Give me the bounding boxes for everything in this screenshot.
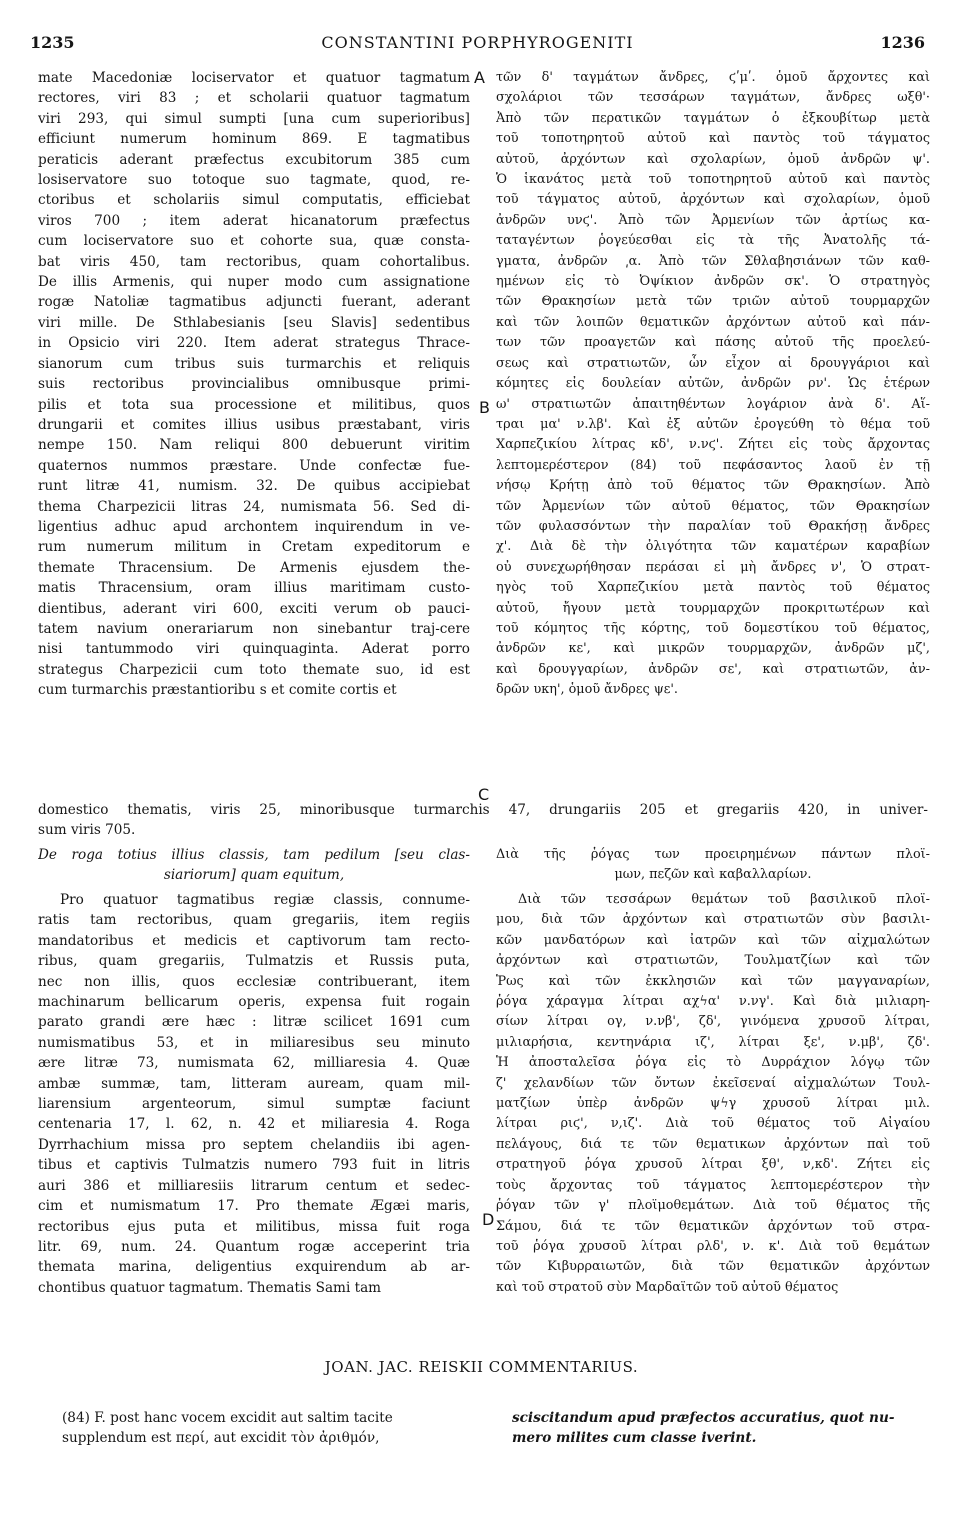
latin-text-line: strategus Charpezicii cum toto themate suo, id est (38, 661, 470, 678)
greek-text-line: Ἀπὸ τῶν περατικῶν ταγμάτων ὁ ἐξκουβίτωρ μετὰ (496, 110, 930, 126)
greek-text-line: καὶ δρουγγαρίων, ἀνδρῶν σε', καὶ στρατιωτῶν, ἀν- (496, 661, 930, 677)
greek-text-line: τῶν φυλασσόντων τὴν παραλίαν τοῦ Θρακήσῃ ἄνδρες (496, 518, 930, 534)
latin-text-line: sianorum cum tribus suis turmarchis et reliquis (38, 355, 470, 372)
latin-text-line: nisi tantummodo viri quinquaginta. Aderat porro (38, 641, 470, 658)
latin-text-line: De illis Armenis, qui nuper modo cum assignatione (38, 274, 470, 291)
greek-text-line: λεπτομερέστερον (84) τοῦ πεφάσαντος λαοῦ ἐν τῇ (496, 457, 930, 473)
greek-section-heading (496, 845, 930, 886)
latin-text-line: centenaria 17, l. 62, n. 42 et miliaresia 4. Roga (38, 1116, 470, 1133)
latin-text-line: parato grandi ære hæc : litræ scilicet 1691 cum (38, 1014, 470, 1031)
greek-text-line: μου, διὰ τῶν ἀρχόντων καὶ στρατιωτῶν σὺν βασιλι- (496, 912, 930, 928)
greek-text-line: ζ' χελανδίων τῶν ὄντων ἐκεῖσεναί αἰχμαλώτων Τουλ- (496, 1075, 930, 1091)
greek-text-line: Χαρπεζικίου λίτρας κδ', ν.νϛ'. Ζήτει εἰς τοὺς ἄρχοντας (496, 437, 930, 453)
latin-text-line: mate Macedoniæ lociservator et quatuor tagmatum (38, 70, 470, 86)
latin-text-line: tatem navium onerariarum non sinebantur traj-cere (38, 620, 470, 637)
latin-text-line: drungarii et comites illius usibus præstabant, viris (38, 416, 470, 433)
greek-text-line: Ὁ ἱκανάτος μετὰ τοῦ τοποτηρητοῦ αὐτοῦ καὶ παντὸς (496, 172, 930, 188)
latin-text-line: viri 293, qui simul sumpti [una cum superioribus] (38, 110, 470, 127)
latin-text-line: ctoribus et scholariis simul computatis, efficiebat (38, 192, 470, 209)
latin-text-line: auri 386 et milliaresiis litrarum centum et sedec- (38, 1177, 470, 1194)
greek-text-line: τοῦ ῥόγα χρυσοῦ λίτραι ρλδ', ν. κ'. Διὰ τοῦ θεμάτων (496, 1238, 930, 1254)
page-header (30, 30, 925, 54)
greek-column-top (496, 68, 930, 701)
latin-text-line: ligentius adhuc apud archontem inquirendum in ve- (38, 518, 470, 535)
latin-column-top (38, 68, 470, 701)
latin-text-line: ratis tam rectoribus, quam gregariis, item regiis (38, 912, 470, 929)
greek-text-line: σίων λίτραι ογ, ν.νβ', ζδ', γινόμενα χρυσοῦ λίτραι, (496, 1014, 930, 1030)
latin-text-line: rogæ Natoliæ tagmatibus adjuncti fuerant, aderant (38, 294, 470, 311)
latin-text-line: liarensium argenteorum, simul sumptæ faciunt (38, 1096, 470, 1113)
latin-text-line: dientibus, aderant viri 600, exciti verum ob pauci- (38, 600, 470, 617)
latin-text-line: cum turmarchis præstantioribu s et comite cortis et (38, 682, 397, 699)
greek-text-line: πελάγους, διά τε τῶν θεματικων ἀρχόντων παὶ τοῦ (496, 1136, 930, 1152)
greek-text-line: ω' στρατιωτῶν ἀπαιτηθέντων λογάριον ἀνὰ δ'. Αἵ- (496, 396, 930, 412)
margin-marker-d: D (482, 1210, 495, 1229)
latin-text-line: losiservatore suo totoque suo tagmate, quod, re- (38, 172, 470, 189)
footnote-line: (84) F. post hanc vocem excidit aut saltim tacite (62, 1410, 393, 1426)
latin-text-line: quaternos nummos præstare. Unde confectæ fue- (38, 457, 470, 474)
latin-text-line: peraticis aderant præfectus excubitorum 385 cum (38, 151, 470, 168)
greek-text-line: τῶν δ' ταγμάτων ἄνδρες, ϛʹμʹ. ὁμοῦ ἄρχοντες καὶ (496, 70, 930, 85)
greek-text-line: Διὰ τῶν τεσσάρων θεμάτων τοῦ βασιλικοῦ πλοϊ- (518, 892, 930, 907)
full-width-text (38, 800, 928, 841)
latin-text-line: nec non illis, quos ecclesiæ contribuerant, item (38, 973, 470, 990)
greek-text-line: ῥόγα χάραγμα λίτραι αχϟα' ν.νγ'. Καὶ διὰ μιλιαρη- (496, 994, 930, 1010)
greek-text-line: κόμητες εἰς δουλείαν αὐτῶν, ἀνδρῶν ρν'. Ὡς ἑτέρων (496, 376, 930, 392)
latin-text-line: bat viris 450, tam rectoribus, quam cohortalibus. (38, 253, 470, 270)
latin-text-line: efficiunt numerum hominum 869. E tagmatibus (38, 131, 470, 148)
greek-text-line: Ῥως καὶ τῶν ἐκκλησιῶν καὶ τῶν μαγγαναρίων, (496, 973, 930, 989)
latin-text-line: Pro quatuor tagmatibus regiæ classis, connume- (60, 892, 470, 908)
latin-text-line: suis rectoribus provincialibus omnibusque primi- (38, 376, 470, 393)
greek-text-line: τοῦ κόμητος τῆς κόρτης, τοῦ δομεστίκου τοῦ θέματος, (496, 620, 930, 636)
latin-text-line: viros 700 ; item aderat hicanatorum præfectus (38, 212, 470, 229)
greek-text-line: αὐτοῦ, ἤγουν μετὰ τουρμαρχῶν προκριτωτέρων καὶ (496, 600, 930, 616)
greek-text-line: καὶ τοῦ στρατοῦ σὺν Μαρδαϊτῶν τοῦ αὐτοῦ θέματος (496, 1279, 839, 1295)
latin-text-line: litr. 69, num. 24. Quantum rogæ acceperint tria (38, 1238, 470, 1255)
greek-text-line: αὐτοῦ, ἀρχόντων καὶ σχολαρίων, ὁμοῦ ἀνδρῶν ψ'. (496, 151, 930, 167)
greek-text-line: ματζίων ὑπὲρ ἀνδρῶν ψϟγ χρυσοῦ λίτραι μιλ. (496, 1096, 930, 1112)
left-page-number: 1235 (30, 32, 75, 52)
latin-heading-line: De roga totius illius classis, tam pedilum [seu clas- (38, 847, 470, 863)
latin-text-line: cim et numismatum 17. Pro themate Ægæi maris, (38, 1198, 470, 1215)
greek-text-line: σεως καὶ στρατιωτῶν, ὧν εἶχον αἱ δρουγγάριοι καὶ (496, 355, 930, 371)
footnote-line: sciscitandum apud præfectos accuratius, quot nu- (512, 1410, 895, 1426)
footnote-left (62, 1408, 482, 1449)
latin-text-line: tibus et captivis Tulmatzis numero 793 fuit in litris (38, 1157, 470, 1174)
latin-text-line: cum lociservatore suo et cohorte sua, quæ consta- (38, 233, 470, 250)
latin-text-line: viri mille. De Sthlabesianis [seu Slavis] sedentibus (38, 314, 470, 331)
greek-text-line: τοῦ τάγματος αὐτοῦ, ἀρχόντων καὶ σχολαρίων, ὁμοῦ (496, 192, 930, 208)
latin-text-line: ribus, quam gregariis, Tulmatzis et Russis puta, (38, 953, 470, 970)
full-width-line: domestico thematis, viris 25, minoribusque turmarchis 47, drungariis 205 et gregariis 420, in univer- (38, 802, 928, 818)
right-page-number: 1236 (880, 32, 925, 52)
latin-text-line: chontibus quatuor tagmatum. Thematis Sami tam (38, 1279, 382, 1296)
greek-text-line: στρατηγοῦ ῥόγα χρυσοῦ λίτραι ξθ', ν,κδ'. Ζήτει εἰς (496, 1157, 930, 1173)
greek-text-line: ἀνδρῶν κε', καὶ μικρῶν τουρμαρχῶν, ἀνδρῶν μζ', (496, 641, 930, 657)
greek-text-line: ταταγέντων ῥογεύεσθαι εἰς τὰ τῆς Ἀνατολῆς τά- (496, 233, 930, 249)
greek-text-line: κῶν μανδατόρων καὶ ἰατρῶν καὶ τῶν αἰχμαλώτων (496, 932, 930, 948)
latin-text-line: rum numerum militum in Cretam expeditorum e (38, 539, 470, 556)
latin-text-line: thema Charpezicii litras 24, numismata 56. Sed di- (38, 498, 470, 515)
latin-column-bottom (38, 890, 470, 1298)
greek-text-line: τῶν Θρακησίων μετὰ τῶν τριῶν αὐτοῦ τουρμαρχῶν (496, 294, 930, 310)
latin-text-line: ambæ summæ, tam, litteram auream, quam mil- (38, 1075, 470, 1092)
greek-text-line: τῶν Ἀρμενίων τῶν αὐτοῦ θέματος, τῶν Θρακησίων (496, 498, 930, 514)
latin-text-line: nempe 150. Nam reliqui 800 debuerunt viritim (38, 437, 470, 454)
greek-text-line: τῶν Κιβυρραιωτῶν, διὰ τῶν θεματικῶν ἀρχόντων (496, 1259, 930, 1275)
greek-text-line: Ἡ ἀποσταλεῖσα ῥόγα εἰς τὸ Δυρράχιον λόγῳ τῶν (496, 1055, 930, 1071)
latin-section-heading (38, 845, 470, 886)
latin-text-line: mandatoribus et medicis et captivorum tam recto- (38, 932, 470, 949)
greek-text-line: Σάμου, διά τε τῶν θεματικῶν ἀρχόντων τοῦ στρα- (496, 1218, 930, 1234)
greek-heading-line: Διὰ τῆς ῥόγας των προειρημένων πάντων πλοϊ- (496, 847, 930, 862)
greek-text-line: γματα, ἀνδρῶν ͵α. Ἀπὸ τῶν Σθλαβησιάνων τῶν καθ- (496, 253, 930, 269)
footnote-right (512, 1408, 932, 1449)
greek-text-line: ηγὸς τοῦ Χαρπεζικίου μετὰ παντὸς τοῦ θέματος (496, 580, 930, 596)
latin-text-line: rectoribus ejus puta et militibus, missa fuit roga (38, 1218, 470, 1235)
greek-text-line: σχολάριοι τῶν τεσσάρων ταγμάτων, ἄνδρες ωξθ'· (496, 90, 930, 106)
greek-text-line: λίτραι ριϛ', ν,ιζ'. Διὰ τοῦ θέματος τοῦ Αἰγαίου (496, 1116, 930, 1132)
latin-text-line: ære litræ 73, numismata 62, milliaresia 4. Quæ (38, 1055, 470, 1072)
latin-heading-line: siariorum] quam equitum, (163, 867, 345, 884)
latin-text-line: themate Thracensium. De Armenis ejusdem the- (38, 559, 470, 576)
footnote-line: mero milites cum classe iverint. (512, 1430, 757, 1447)
greek-text-line: ἀνδρῶν υνϛ'. Ἀπὸ τῶν Ἀρμενίων τῶν ἀρτίως κα- (496, 212, 930, 228)
greek-text-line: τοῦ τοποτηρητοῦ αὐτοῦ καὶ παντὸς τοῦ τάγματος (496, 131, 930, 147)
latin-text-line: pilis et tota sua processione et militibus, quos (38, 396, 470, 413)
greek-text-line: μιλιαρήσια, κεντηνάρια ιζ', λίτραι ξε', ν.μβ', ζδ'. (496, 1034, 930, 1050)
latin-text-line: runt litræ 41, numism. 32. De quibus accipiebat (38, 478, 470, 495)
latin-text-line: in Opsicio viri 220. Item aderat strategus Thrace- (38, 335, 470, 352)
latin-text-line: matis Thracensium, oram illius maritimam custo- (38, 580, 470, 597)
greek-text-line: ἀρχόντων καὶ στρατιωτῶν, Τουλματζίων καὶ τῶν (496, 953, 930, 969)
latin-text-line: numismatibus 53, et in miliaresibus seu minuto (38, 1034, 470, 1051)
footnote-line: supplendum est περί, aut excidit τὸν ἀριθμόν, (62, 1430, 380, 1447)
greek-text-line: οὐ συνεχωρήθησαν περάσαι εἰ μὴ ἄνδρες ν', Ὁ στρατ- (496, 559, 930, 575)
margin-marker-a: A (474, 68, 485, 87)
greek-text-line: ημένων εἰς τὸ Ὀψίκιον ἀνδρῶν σκ'. Ὁ στρατηγὸς (496, 274, 930, 290)
greek-text-line: τοὺς ἄρχοντας τοῦ τάγματος λεπτομερέστερον τὴν (496, 1177, 930, 1193)
greek-text-line: των τῶν προαγετῶν καὶ πάσης αὐτοῦ τῆς προελεύ- (496, 335, 930, 351)
commentary-title: JOAN. JAC. REISKII COMMENTARIUS. (324, 1358, 639, 1376)
greek-column-bottom (496, 890, 930, 1298)
latin-text-line: rectores, viri 83 ; et scholarii quatuor tagmatum (38, 90, 470, 107)
greek-text-line: ῥόγαν τῶν γ' πλοϊμοθεμάτων. Διὰ τοῦ θέματος τῆς (496, 1198, 930, 1214)
running-title: CONSTANTINI PORPHYROGENITI (321, 32, 634, 52)
greek-heading-line: μων, πεζῶν καὶ καβαλλαρίων. (614, 867, 812, 883)
margin-marker-c: C (478, 785, 490, 804)
greek-text-line: καὶ τῶν λοιπῶν θεματικῶν ἀρχόντων αὐτοῦ καὶ πάν- (496, 314, 930, 330)
greek-text-line: νήσῳ Κρήτῃ ἀπὸ τοῦ θέματος τῶν Θρακησίων. Ἀπὸ (496, 478, 930, 494)
latin-text-line: Dyrrhachium missa pro septem chelandiis ibi agen- (38, 1136, 470, 1153)
latin-text-line: themata marina, deligentius exquirendum ab ar- (38, 1259, 470, 1276)
greek-text-line: δρῶν υκη', ὁμοῦ ἄνδρες ψε'. (496, 682, 678, 698)
margin-marker-b: B (479, 398, 490, 417)
greek-text-line: χ'. Διὰ δὲ τὴν ὀλιγότητα τῶν καματέρων καραβίων (496, 539, 930, 555)
latin-text-line: machinarum bellicarum operis, expensa fuit rogain (38, 994, 470, 1011)
full-width-line: sum viris 705. (38, 822, 136, 839)
greek-text-line: τραι μα' ν.λβ'. Καὶ ἐξ αὐτῶν ἐρογεύθη τὸ θέμα τοῦ (496, 416, 930, 432)
